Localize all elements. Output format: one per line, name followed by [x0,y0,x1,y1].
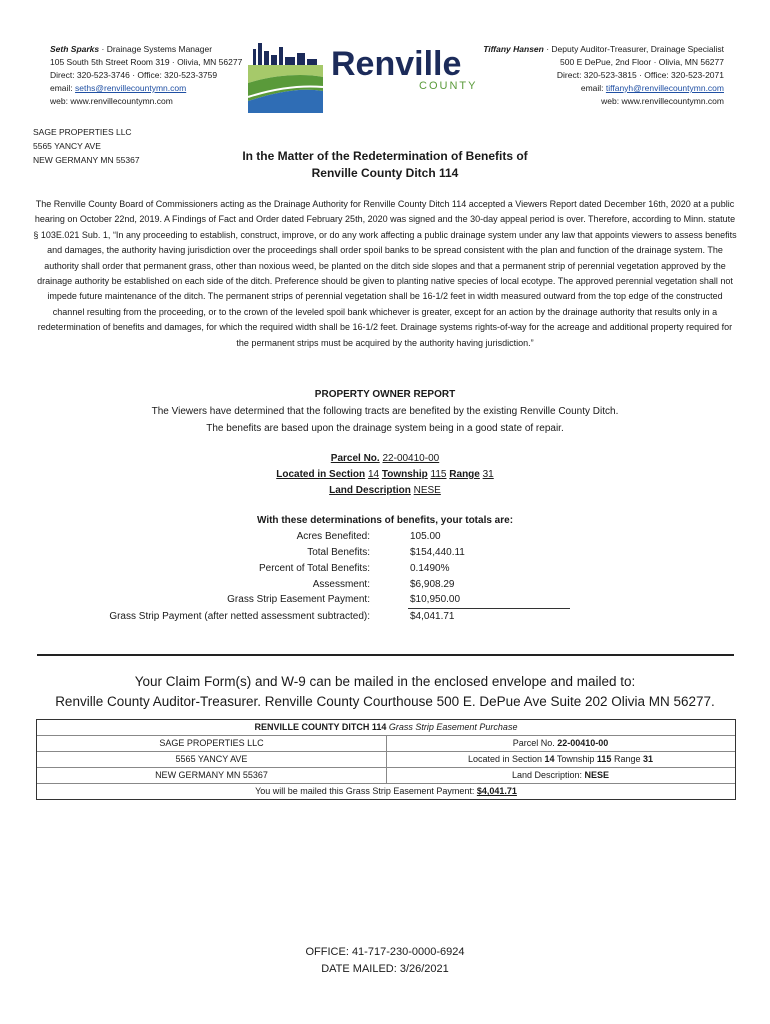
township-label: Township [381,469,428,480]
range-label: Range [449,469,480,480]
mail-line-2: Renville County Auditor-Treasurer. Renville County Courthouse 500 E. DePue Ave Suite 202 Olivia MN 56277. [55,694,715,709]
office-footer [33,944,737,978]
contact-right-address: 500 E DePue, 2nd Floor · Olivia, MN 56277 [560,57,724,67]
stub-owner-street: 5565 YANCY AVE [175,754,248,764]
totals-divider [408,608,570,609]
range-value: 31 [482,469,494,480]
contact-right-name: Tiffany Hansen [483,44,544,54]
totals-row [0,547,770,563]
contact-left-role: · Drainage Systems Manager [99,44,213,54]
totals-label: Grass Strip Payment (after netted assessment subtracted): [109,611,370,622]
document-title [160,148,610,182]
renville-county-logo [243,35,483,115]
totals-row [0,531,770,547]
stub-range: 31 [642,754,653,764]
totals-row [0,579,770,595]
contact-left-email-label: email: [50,83,76,93]
contact-left-address: 105 South 5th Street Room 319 · Olivia, MN 56277 [50,57,243,67]
totals-value: 105.00 [410,531,441,542]
parcel-label: Parcel No. [330,453,380,464]
stub-township: 115 [596,754,612,764]
totals-label: Percent of Total Benefits: [259,563,370,574]
payment-stub [36,719,736,800]
stub-section-label: Located in Section [467,754,545,764]
totals-row [0,563,770,579]
owner-name: SAGE PROPERTIES LLC [33,127,132,137]
totals-value: $10,950.00 [410,594,461,605]
owner-city: NEW GERMANY MN 55367 [33,155,140,165]
owner-street: 5565 YANCY AVE [33,141,101,151]
stub-payment-row [37,784,735,799]
totals-heading: With these determinations of benefits, your totals are: [256,515,514,526]
stub-section: 14 [544,754,555,764]
title-line-2: Renville County Ditch 114 [311,166,459,180]
contact-right-phones: Direct: 320-523-3815 · Office: 320-523-2071 [556,70,724,80]
contact-left-email-link[interactable]: seths@renvillecountymn.com [75,83,187,93]
stub-title-row [37,720,735,736]
mail-line-1: Your Claim Form(s) and W-9 can be mailed in the enclosed envelope and mailed to: [134,674,636,689]
contact-right-web: web: www.renvillecountymn.com [601,96,724,106]
stub-title: RENVILLE COUNTY DITCH 114 [254,722,387,732]
parcel-number: 22-00410-00 [382,453,440,464]
owner-address [33,125,140,167]
totals-row [0,594,770,610]
totals-value: $154,440.11 [410,547,465,558]
contact-left-phones: Direct: 320-523-3746 · Office: 320-523-3759 [50,70,218,80]
section-value: 14 [367,469,380,480]
report-line-2: The benefits are based upon the drainage system being in a good state of repair. [206,423,564,434]
totals-label: Total Benefits: [307,547,370,558]
parcel-info [33,451,737,499]
stub-payment-label: You will be mailed this Grass Strip Easement Payment: [255,786,477,796]
contact-left-web: web: www.renvillecountymn.com [50,96,173,106]
mailing-instructions [20,672,750,712]
stub-column-divider [386,736,387,783]
title-line-1: In the Matter of the Redetermination of Benefits of [242,149,528,163]
contact-right [474,43,724,108]
stub-subtitle: Grass Strip Easement Purchase [386,722,518,732]
office-number: OFFICE: 41-717-230-0000-6924 [305,946,465,958]
stub-desc: NESE [584,770,610,780]
totals-row [0,611,770,627]
land-description-value: NESE [413,485,441,496]
stub-parcel-label: Parcel No. [512,738,558,748]
township-value: 115 [430,469,447,480]
date-mailed: DATE MAILED: 3/26/2021 [321,963,449,975]
contact-left-name: Seth Sparks [50,44,100,54]
report-line-1: The Viewers have determined that the following tracts are benefited by the existing Renville County Ditch. [151,406,619,417]
totals-label: Acres Benefited: [296,531,370,542]
totals-value: $6,908.29 [410,579,455,590]
section-separator [37,654,734,656]
logo-graphic-icon [243,35,483,115]
land-description-label: Land Description [329,485,411,496]
logo-subtitle: COUNTY [419,80,478,92]
stub-parcel-number: 22-00410-00 [557,738,609,748]
totals-label: Grass Strip Easement Payment: [227,594,370,605]
contact-right-email-link[interactable]: tiffanyh@renvillecountymn.com [605,83,724,93]
stub-owner-city: NEW GERMANY MN 55367 [155,770,268,780]
contact-right-role: · Deputy Auditor-Treasurer, Drainage Specialist [543,44,724,54]
totals-value: $4,041.71 [410,611,455,622]
stub-range-label: Range [611,754,643,764]
logo-name: Renville [331,45,462,83]
stub-township-label: Township [554,754,597,764]
section-label: Located in Section [276,469,366,480]
totals-value: 0.1490% [410,563,450,574]
stub-owner-name: SAGE PROPERTIES LLC [159,738,264,748]
stub-desc-label: Land Description: [511,770,585,780]
report-heading: PROPERTY OWNER REPORT [314,389,456,400]
stub-payment-amount: $4,041.71 [476,786,517,796]
property-owner-report [33,387,737,437]
contact-right-email-label: email: [580,83,606,93]
totals-label: Assessment: [312,579,370,590]
statute-paragraph: The Renville County Board of Commissioners acting as the Drainage Authority for Renville County Ditch 114 accepted a Viewers Report dated December 16th, 2020 at a public hearing on October 22nd, 2019. A Findings of Fact and Order dated February 25th, 2020 was signed and the 30-day appeal period is over. Therefore, according to Minn. statute § 103E.021 Sub. 1, “In any proceeding to establish, construct, improve, or do any work affecting a public drainage system under any law that appoints viewers to assess benefits and damages, the authority having jurisdiction over the proceedings shall order spoil banks to be spread consistent with the plan and function of the drainage system. The authority shall order that permanent grass, other than noxious weed, be planted on the ditch side slopes and that a permanent strip of perennial vegetation approved by the drainage authority be established on each side of the ditch. Preference should be given to planting native species of local ecotype. The approved perennial vegetation shall not impede future maintenance of the ditch. The permanent strips of perennial vegetation shall be 16-1/2 feet in width measured outward from the top edge of the constructed channel resulting from the proceeding, or to the crown of the leveled spoil bank whichever is greater, except for an action by the drainage authority that results only in a redetermination of benefits and damages, for which the required width shall be 16-1/2 feet. Drainage systems rights-of-way for the acreage and additional property required for the permanent strips must be acquired by the authority having jurisdiction.” [33,199,737,348]
